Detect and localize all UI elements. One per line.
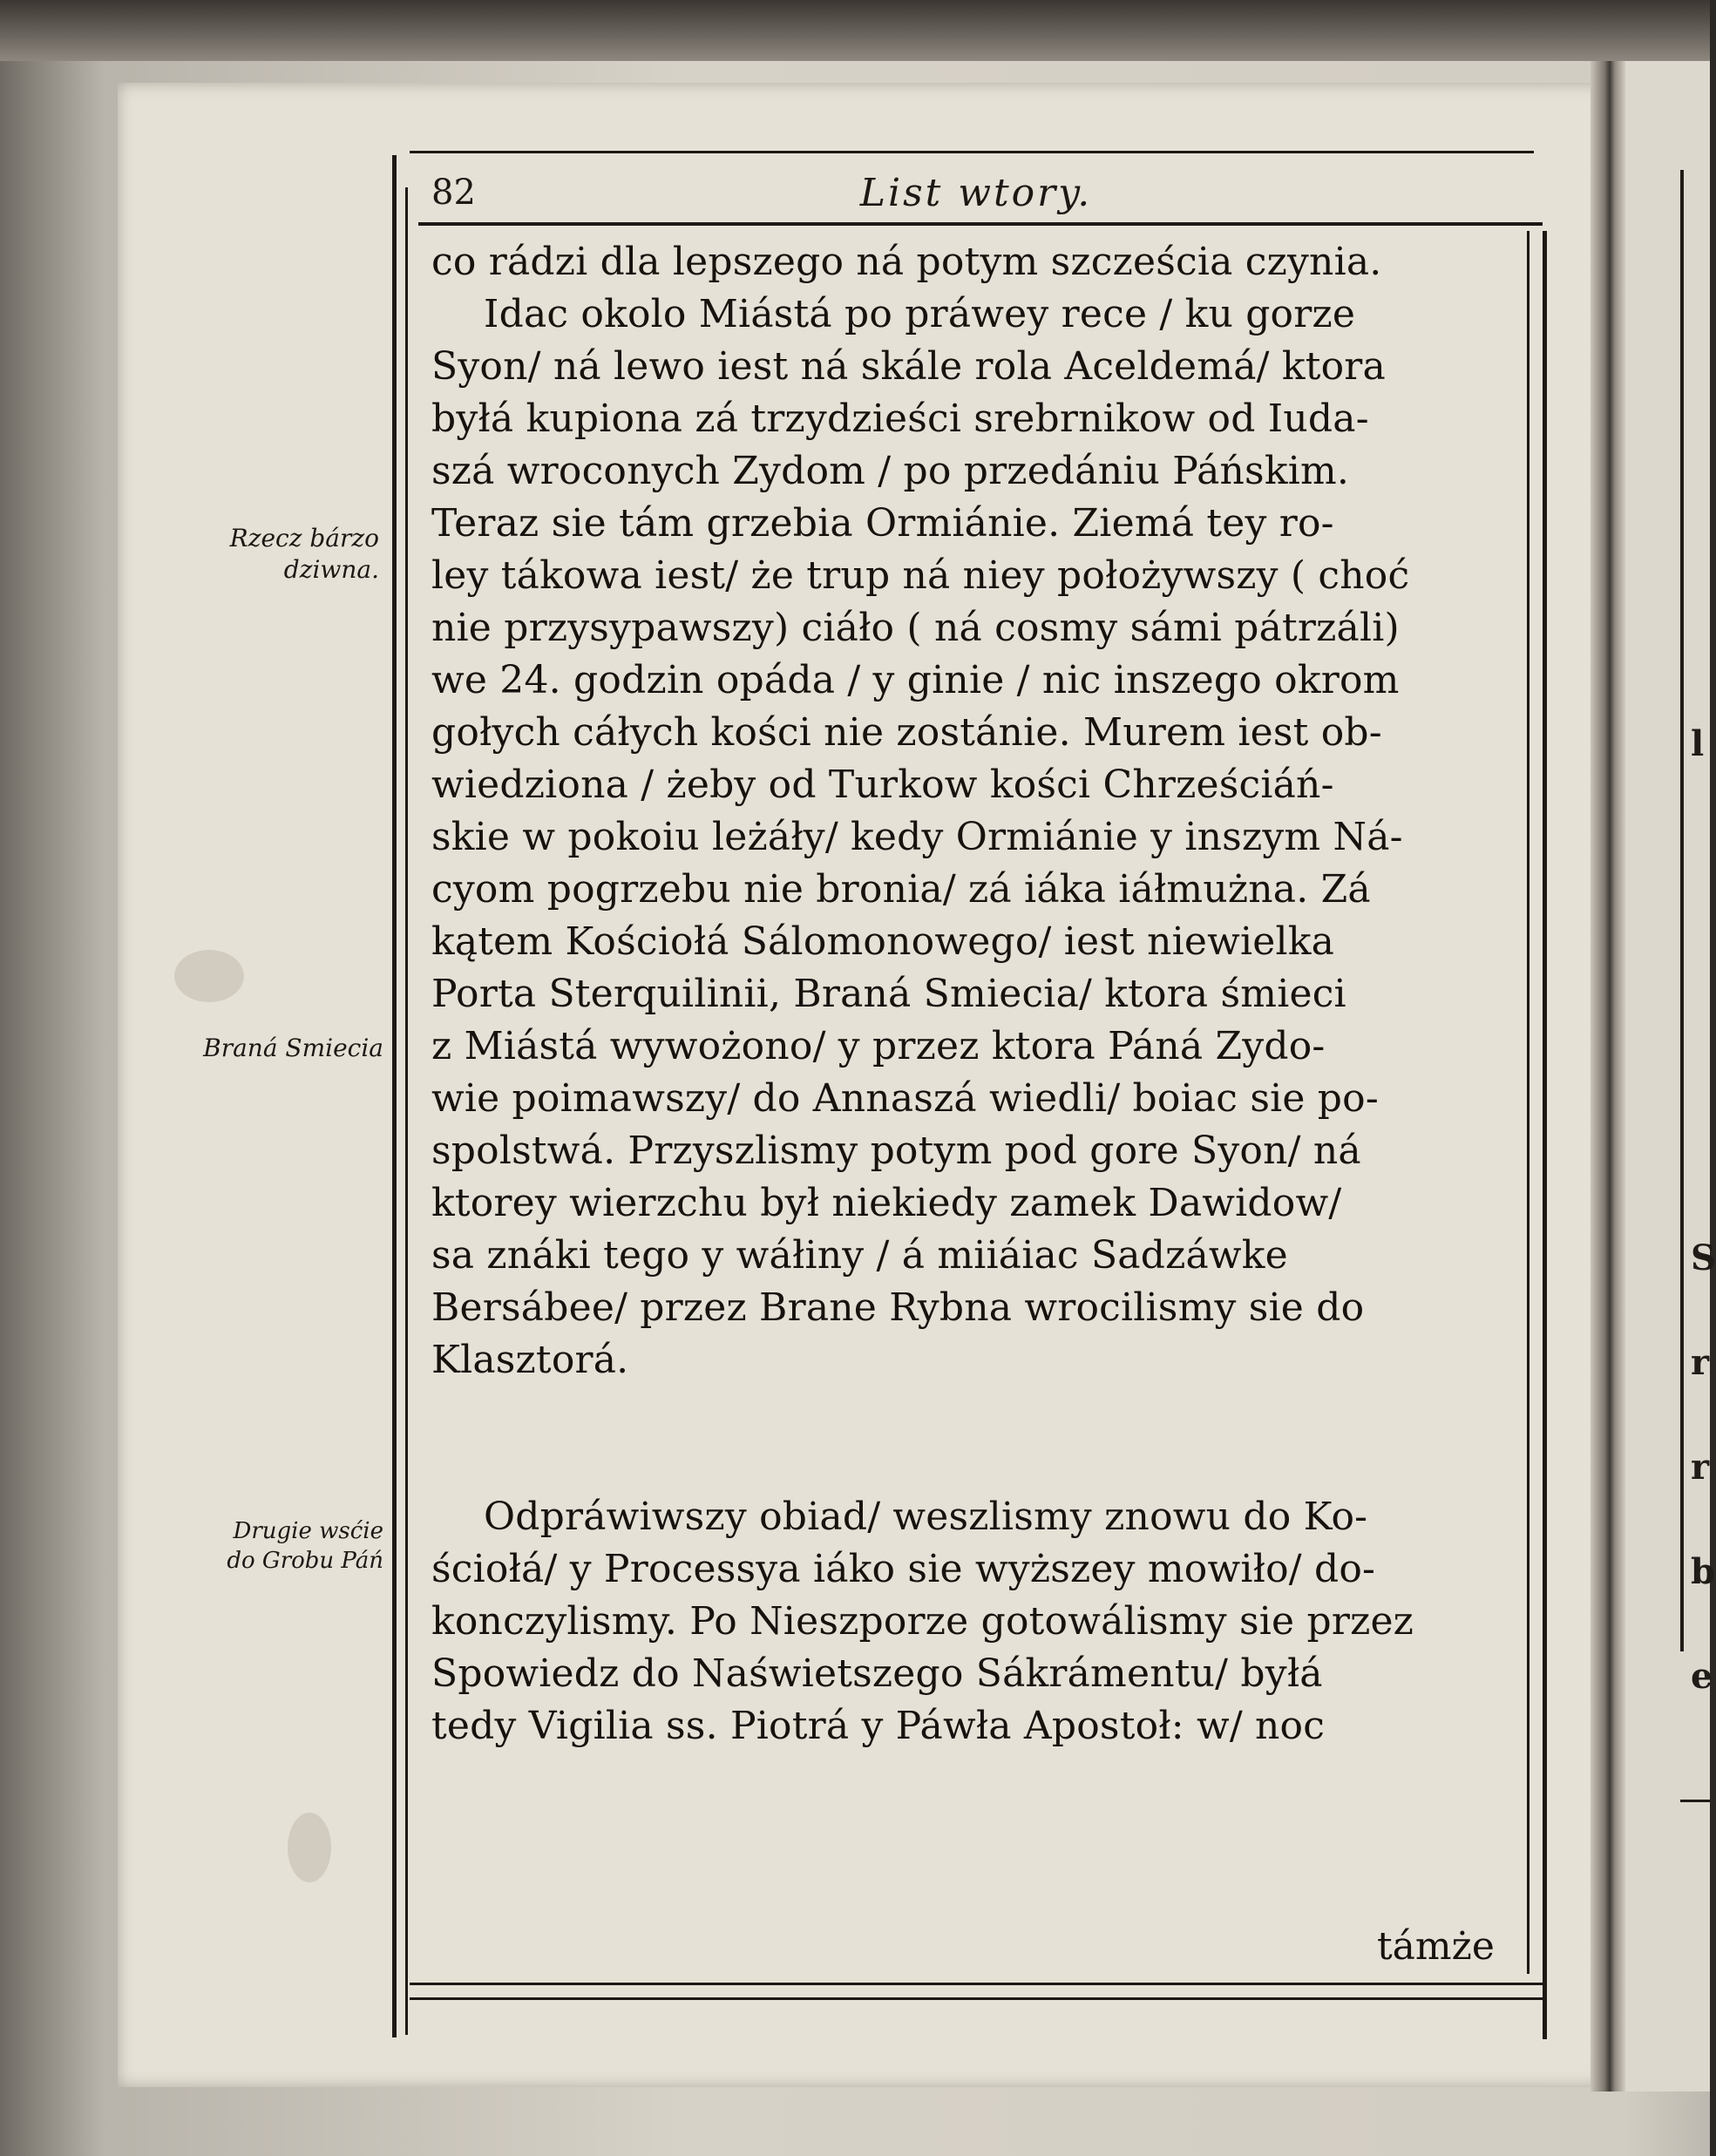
text-line: sa znáki tego y wáłiny / á miiáiac Sadzáwke (431, 1233, 1288, 1278)
text-line: kątem Kościołá Sálomonowego/ iest niewielka (431, 919, 1335, 964)
text-line: ktorey wierzchu był niekiedy zamek Dawidow/ (431, 1181, 1342, 1225)
text-line: Teraz sie tám grzebia Ormiánie. Ziemá tey ro- (431, 501, 1334, 546)
frame-rule-right (1543, 231, 1547, 2039)
book-gutter (1591, 61, 1625, 2092)
text-line: Bersábee/ przez Brane Rybna wrocilismy sie do (431, 1285, 1365, 1330)
frame-rule-right-inner (1527, 231, 1529, 1974)
text-line: Porta Sterquilinii, Braná Smiecia/ ktora śmieci (431, 972, 1346, 1016)
frame-rule-bottom (410, 1983, 1543, 1985)
margin-note (131, 1516, 383, 1576)
facing-page-glyph: r (1691, 1342, 1710, 1383)
paper-stain (288, 1813, 331, 1882)
catchword: támże (1377, 1924, 1495, 1969)
text-line: ściołá/ y Processya iáko sie wyższey mowiło/ do- (431, 1547, 1376, 1591)
text-line: co rádzi dla lepszego ná potym szcześcia czynia. (431, 240, 1382, 284)
text-line: spolstwá. Przyszlismy potym pod gore Syon/ ná (431, 1129, 1361, 1173)
page-number: 82 (431, 173, 476, 213)
text-line: Odpráwiwszy obiad/ weszlismy znowu do Ko- (484, 1495, 1368, 1539)
text-line: gołych cáłych kości nie zostánie. Murem iest ob- (431, 710, 1382, 755)
text-line: cyom pogrzebu nie bronia/ zá iáka iáłmużna. Zá (431, 867, 1371, 912)
text-line: wiedziona / żeby od Turkow kości Chrześciáń- (431, 763, 1334, 807)
frame-rule-top (410, 151, 1534, 153)
margin-note-line: do Grobu Páń (227, 1548, 383, 1574)
frame-rule-bottom-outer (410, 1997, 1543, 2000)
facing-page-glyph: r (1691, 1447, 1710, 1488)
text-line: ley tákowa iest/ że trup ná niey położywszy ( choć (431, 553, 1410, 598)
text-line: konczylismy. Po Nieszporze gotowálismy sie przez (431, 1599, 1414, 1644)
text-line: wie poimawszy/ do Annaszá wiedli/ boiac sie po- (431, 1076, 1379, 1121)
text-line: Spowiedz do Naświetszego Sákrámentu/ byłá (431, 1651, 1323, 1696)
scan-top-shadow (0, 0, 1710, 61)
paper-stain (174, 950, 244, 1002)
header-rule (418, 222, 1543, 226)
frame-rule-left (392, 155, 397, 2037)
facing-page-glyph: S (1691, 1237, 1716, 1278)
text-line: Idac okolo Miástá po práwey rece / ku gorze (484, 292, 1356, 336)
page-header (423, 167, 1529, 220)
facing-page-glyph: l (1691, 723, 1705, 764)
text-line: nie przysypawszy) ciáło ( ná cosmy sámi pátrzáli) (431, 606, 1400, 650)
running-head: List wtory. (859, 171, 1093, 215)
margin-note (131, 1033, 383, 1064)
text-line: we 24. godzin opáda / y ginie / nic inszego okrom (431, 658, 1400, 702)
facing-page-rule-bottom (1680, 1800, 1710, 1802)
text-line: z Miástá wywożono/ y przez ktora Páná Zydo- (431, 1024, 1326, 1068)
text-line: szá wroconych Zydom / po przedániu Páńskim. (431, 449, 1350, 493)
margin-note-line: dziwna. (283, 555, 379, 584)
facing-page-glyph: b (1691, 1551, 1715, 1592)
text-line: byłá kupiona zá trzydzieści srebrnikow od Iuda- (431, 397, 1369, 441)
frame-rule-left-inner (405, 187, 408, 2035)
margin-note-line: Braná Smiecia (203, 1034, 383, 1062)
text-line: Syon/ ná lewo iest ná skále rola Aceldemá/ ktora (431, 344, 1386, 389)
facing-page-edge (1625, 61, 1710, 2092)
facing-page-glyph: e (1691, 1656, 1713, 1697)
margin-note-line: Rzecz bárzo (229, 524, 379, 553)
text-line: tedy Vigilia ss. Piotrá y Páwła Apostoł: w/ noc (431, 1704, 1326, 1748)
margin-note (157, 523, 379, 586)
text-line: Klasztorá. (431, 1338, 629, 1382)
facing-page-rule (1680, 170, 1684, 1651)
margin-note-line: Drugie wsćie (233, 1518, 383, 1544)
text-line: skie w pokoiu leżáły/ kedy Ormiánie y inszym Ná- (431, 815, 1403, 859)
